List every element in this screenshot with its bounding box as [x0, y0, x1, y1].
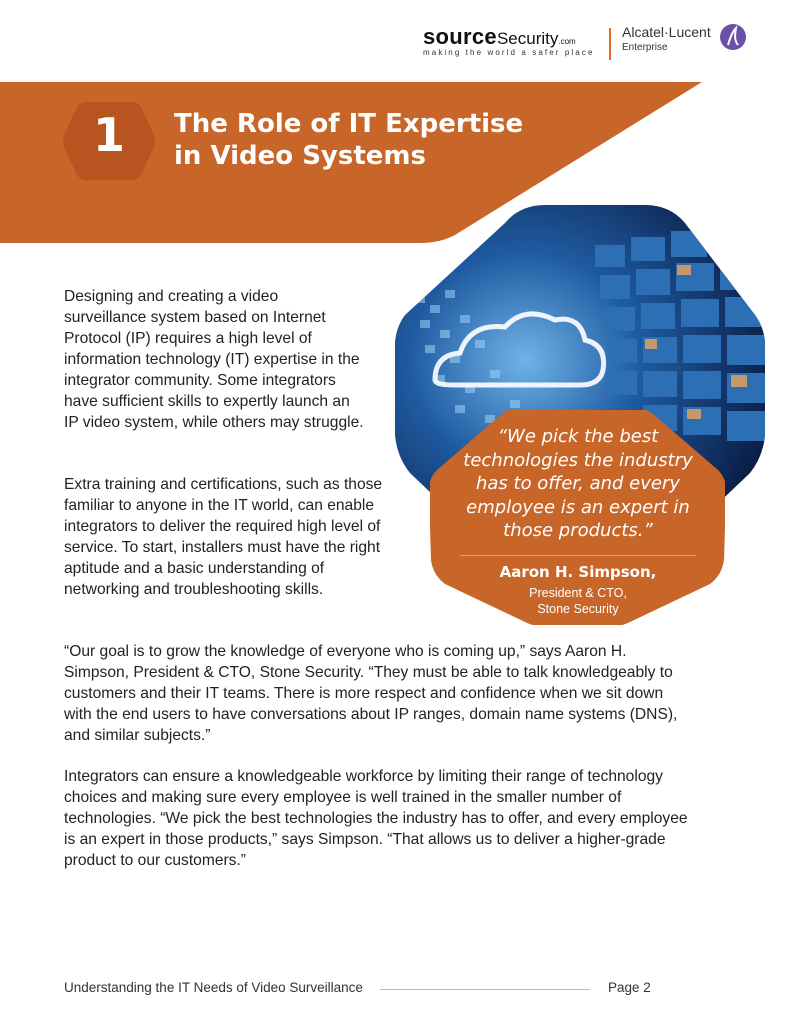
- section-title-line1: The Role of IT Expertise: [174, 109, 524, 139]
- footer-page-number: Page 2: [608, 980, 651, 995]
- quote-author-role-line2: Stone Security: [537, 602, 619, 616]
- logo-source-rest: Security: [496, 29, 559, 48]
- pull-quote-text: “We pick the best technologies the industry has to offer, and every employee is an expert in those products.”: [463, 426, 693, 541]
- body-paragraph-3: “Our goal is to grow the knowledge of everyone who is coming up,” says Aaron H. Simpson, President & CTO, Stone Security. “They must be able to talk knowledgeably to customers and their IT teams. There is more respect and confidence when we sit down with the end users to have conversations about IP ranges, domain name systems (DNS), and similar subjects.”: [64, 643, 678, 744]
- logo-tagline: making the world a safer place: [423, 48, 595, 57]
- section-title: [174, 108, 534, 172]
- quote-divider: [460, 555, 696, 556]
- body-paragraph-1: Designing and creating a video surveillance system based on Internet Protocol (IP) requires a high level of information technology (IT) expertise in the integrator community. Some integrators have sufficient skills to expertly launch an IP video system, while others may struggle.: [64, 288, 364, 431]
- quote-author-role: [462, 585, 694, 617]
- body-paragraph-2: Extra training and certifications, such as those familiar to anyone in the IT world, can enable integrators to deliver the required high level of service. To start, installers must have the right aptitude and a basic understanding of networking and troubleshooting skills.: [64, 476, 383, 598]
- section-title-line2: in Video Systems: [174, 141, 426, 171]
- logo-source-bold: source: [423, 24, 497, 49]
- footer-document-title: Understanding the IT Needs of Video Surveillance: [64, 980, 363, 995]
- logo-source-com: .com: [558, 37, 576, 46]
- body-paragraph-4: Integrators can ensure a knowledgeable workforce by limiting their range of technology choices and making sure every employee is well trained in the smaller number of technologies. “We pick the best technologies the industry has to offer, and every employee is an expert in those products,” says Simpson. “That allows us to deliver a higher-grade product to our customers.”: [64, 768, 688, 869]
- footer-divider: [380, 989, 590, 990]
- section-number: 1: [92, 108, 125, 162]
- quote-author-name: Aaron H. Simpson,: [499, 563, 657, 581]
- logo-alu-sub: Enterprise: [622, 42, 668, 53]
- quote-author-role-line1: President & CTO,: [529, 586, 627, 600]
- logo-alu-name: Alcatel·Lucent: [622, 24, 711, 40]
